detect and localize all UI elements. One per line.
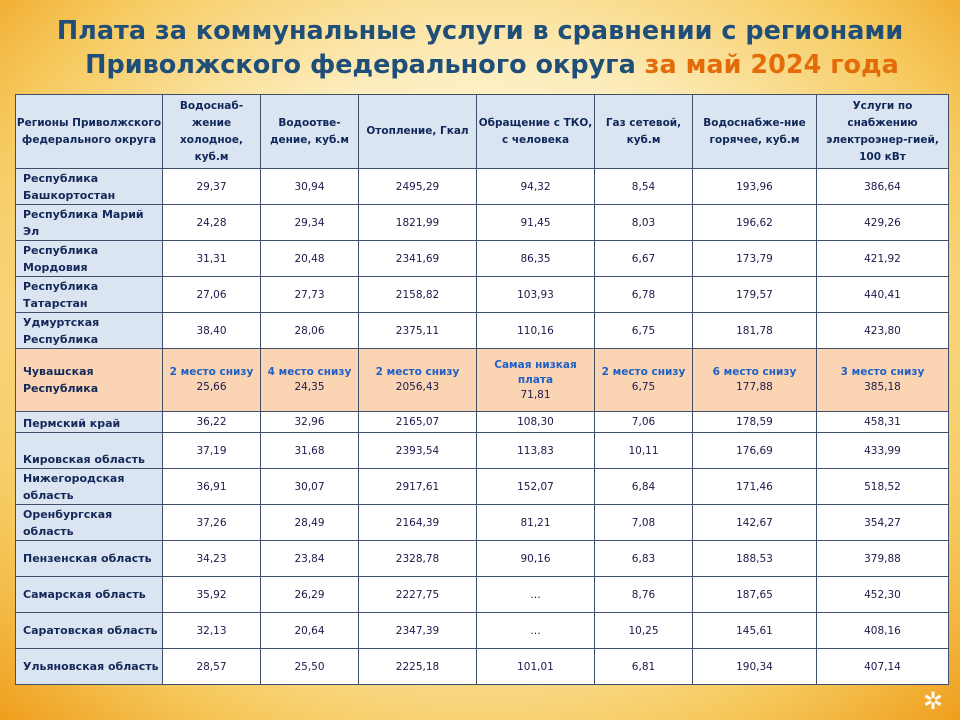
header-electricity: Услуги по снабжению электроэнер-гией, 100 кВт [817, 95, 949, 169]
title-line-2-text: Приволжского федерального округа [85, 50, 636, 80]
value-cell: 2328,78 [359, 541, 477, 577]
region-name: Пермский край [16, 412, 163, 433]
value-cell: 8,03 [595, 205, 693, 241]
region-name: Кировская область [16, 433, 163, 469]
value-cell: 1821,99 [359, 205, 477, 241]
rank-cell [477, 349, 595, 412]
value-cell: 32,96 [261, 412, 359, 433]
value-cell: 421,92 [817, 241, 949, 277]
rank-label: 3 место снизу [840, 366, 925, 378]
value-cell: 24,28 [163, 205, 261, 241]
value-cell: 2917,61 [359, 469, 477, 505]
value-cell: 110,16 [477, 313, 595, 349]
value-cell: 354,27 [817, 505, 949, 541]
value-cell: 6,81 [595, 649, 693, 685]
value-cell: 32,13 [163, 613, 261, 649]
header-heating: Отопление, Гкал [359, 95, 477, 169]
value-cell: 7,08 [595, 505, 693, 541]
rank-value: 71,81 [520, 388, 551, 401]
value-cell: 38,40 [163, 313, 261, 349]
rank-cell [261, 349, 359, 412]
table-row [16, 541, 949, 577]
value-cell: 8,54 [595, 169, 693, 205]
value-cell: 37,26 [163, 505, 261, 541]
value-cell: 2225,18 [359, 649, 477, 685]
table-row [16, 649, 949, 685]
value-cell: 101,01 [477, 649, 595, 685]
rank-cell [817, 349, 949, 412]
value-cell: 86,35 [477, 241, 595, 277]
value-cell: 20,48 [261, 241, 359, 277]
value-cell: 2341,69 [359, 241, 477, 277]
header-waste: Обращение с ТКО, с человека [477, 95, 595, 169]
value-cell: 20,64 [261, 613, 359, 649]
value-cell: 37,19 [163, 433, 261, 469]
value-cell: 152,07 [477, 469, 595, 505]
gear-icon: ✲ [922, 687, 944, 715]
rank-label: 2 место снизу [169, 366, 254, 378]
table-row [16, 577, 949, 613]
value-cell: 2227,75 [359, 577, 477, 613]
rank-value: 2056,43 [395, 381, 440, 393]
region-name: Республика Марий Эл [16, 205, 163, 241]
rank-value: 385,18 [864, 381, 901, 393]
table-row [16, 313, 949, 349]
value-cell: 36,22 [163, 412, 261, 433]
rank-value: 24,35 [294, 381, 325, 393]
region-name: Республика Татарстан [16, 277, 163, 313]
region-name: Удмуртская Республика [16, 313, 163, 349]
title-line-2 [0, 48, 960, 82]
value-cell: 10,25 [595, 613, 693, 649]
rank-label: 2 место снизу [375, 366, 460, 378]
value-cell: 103,93 [477, 277, 595, 313]
rank-cell [163, 349, 261, 412]
rank-cell [359, 349, 477, 412]
rank-value: 177,88 [736, 381, 773, 393]
region-name: Самарская область [16, 577, 163, 613]
region-name: Оренбургская область [16, 505, 163, 541]
value-cell: 7,06 [595, 412, 693, 433]
region-name: Нижегородская область [16, 469, 163, 505]
header-hot-water: Водоснабже-ние горячее, куб.м [693, 95, 817, 169]
value-cell: 94,32 [477, 169, 595, 205]
rank-label: 4 место снизу [267, 366, 352, 378]
title-line-1: Плата за коммунальные услуги в сравнении с регионами [56, 16, 904, 46]
value-cell: 423,80 [817, 313, 949, 349]
region-name: Республика Башкортостан [16, 169, 163, 205]
value-cell: 36,91 [163, 469, 261, 505]
header-drainage: Водоотве-дение, куб.м [261, 95, 359, 169]
region-name: Чувашская Республика [16, 349, 163, 412]
value-cell: 31,31 [163, 241, 261, 277]
value-cell: 34,23 [163, 541, 261, 577]
value-cell: 91,45 [477, 205, 595, 241]
value-cell: 171,46 [693, 469, 817, 505]
table-row [16, 277, 949, 313]
table-row [16, 412, 949, 433]
value-cell: 458,31 [817, 412, 949, 433]
value-cell: 179,57 [693, 277, 817, 313]
value-cell: 2375,11 [359, 313, 477, 349]
value-cell: 6,67 [595, 241, 693, 277]
rank-value: 6,75 [631, 381, 656, 393]
value-cell: 6,83 [595, 541, 693, 577]
value-cell: 2347,39 [359, 613, 477, 649]
table-row [16, 241, 949, 277]
region-name: Ульяновская область [16, 649, 163, 685]
value-cell: 6,78 [595, 277, 693, 313]
value-cell: 407,14 [817, 649, 949, 685]
value-cell: … [477, 613, 595, 649]
value-cell: 108,30 [477, 412, 595, 433]
rank-label: 6 место снизу [712, 366, 797, 378]
value-cell: 2165,07 [359, 412, 477, 433]
value-cell: 2495,29 [359, 169, 477, 205]
region-name: Республика Мордовия [16, 241, 163, 277]
header-row [16, 95, 949, 169]
header-gas: Газ сетевой, куб.м [595, 95, 693, 169]
value-cell: 30,07 [261, 469, 359, 505]
table-row [16, 205, 949, 241]
value-cell: 190,34 [693, 649, 817, 685]
value-cell: 6,84 [595, 469, 693, 505]
value-cell: 181,78 [693, 313, 817, 349]
table-row-highlight [16, 349, 949, 412]
value-cell: 23,84 [261, 541, 359, 577]
value-cell: 379,88 [817, 541, 949, 577]
table-row [16, 469, 949, 505]
value-cell: 452,30 [817, 577, 949, 613]
table-row [16, 433, 949, 469]
value-cell: 196,62 [693, 205, 817, 241]
value-cell: 28,06 [261, 313, 359, 349]
region-name: Пензенская область [16, 541, 163, 577]
value-cell: 31,68 [261, 433, 359, 469]
header-cold-water: Водоснаб-жение холодное, куб.м [163, 95, 261, 169]
value-cell: 29,37 [163, 169, 261, 205]
rank-label: Самая низкая плата [494, 358, 577, 386]
value-cell: 429,26 [817, 205, 949, 241]
value-cell: 29,34 [261, 205, 359, 241]
value-cell: 187,65 [693, 577, 817, 613]
value-cell: 178,59 [693, 412, 817, 433]
rank-value: 25,66 [196, 381, 227, 393]
value-cell: 173,79 [693, 241, 817, 277]
value-cell: 518,52 [817, 469, 949, 505]
value-cell: 408,16 [817, 613, 949, 649]
header-region: Регионы Приволжского федерального округа [16, 95, 163, 169]
value-cell: 35,92 [163, 577, 261, 613]
value-cell: 28,49 [261, 505, 359, 541]
value-cell: … [477, 577, 595, 613]
value-cell: 2158,82 [359, 277, 477, 313]
value-cell: 26,29 [261, 577, 359, 613]
value-cell: 81,21 [477, 505, 595, 541]
value-cell: 193,96 [693, 169, 817, 205]
value-cell: 10,11 [595, 433, 693, 469]
rank-label: 2 место снизу [601, 366, 686, 378]
value-cell: 2164,39 [359, 505, 477, 541]
value-cell: 30,94 [261, 169, 359, 205]
value-cell: 176,69 [693, 433, 817, 469]
table-row [16, 613, 949, 649]
value-cell: 145,61 [693, 613, 817, 649]
rank-cell [693, 349, 817, 412]
value-cell: 386,64 [817, 169, 949, 205]
tariff-table [15, 94, 949, 685]
value-cell: 90,16 [477, 541, 595, 577]
region-name: Саратовская область [16, 613, 163, 649]
table-row [16, 505, 949, 541]
value-cell: 27,06 [163, 277, 261, 313]
value-cell: 440,41 [817, 277, 949, 313]
value-cell: 6,75 [595, 313, 693, 349]
value-cell: 113,83 [477, 433, 595, 469]
table-row [16, 169, 949, 205]
value-cell: 2393,54 [359, 433, 477, 469]
title-period: за май 2024 года [644, 50, 899, 80]
value-cell: 28,57 [163, 649, 261, 685]
rank-cell [595, 349, 693, 412]
value-cell: 27,73 [261, 277, 359, 313]
page-title [0, 14, 960, 82]
value-cell: 188,53 [693, 541, 817, 577]
value-cell: 433,99 [817, 433, 949, 469]
value-cell: 8,76 [595, 577, 693, 613]
value-cell: 25,50 [261, 649, 359, 685]
value-cell: 142,67 [693, 505, 817, 541]
